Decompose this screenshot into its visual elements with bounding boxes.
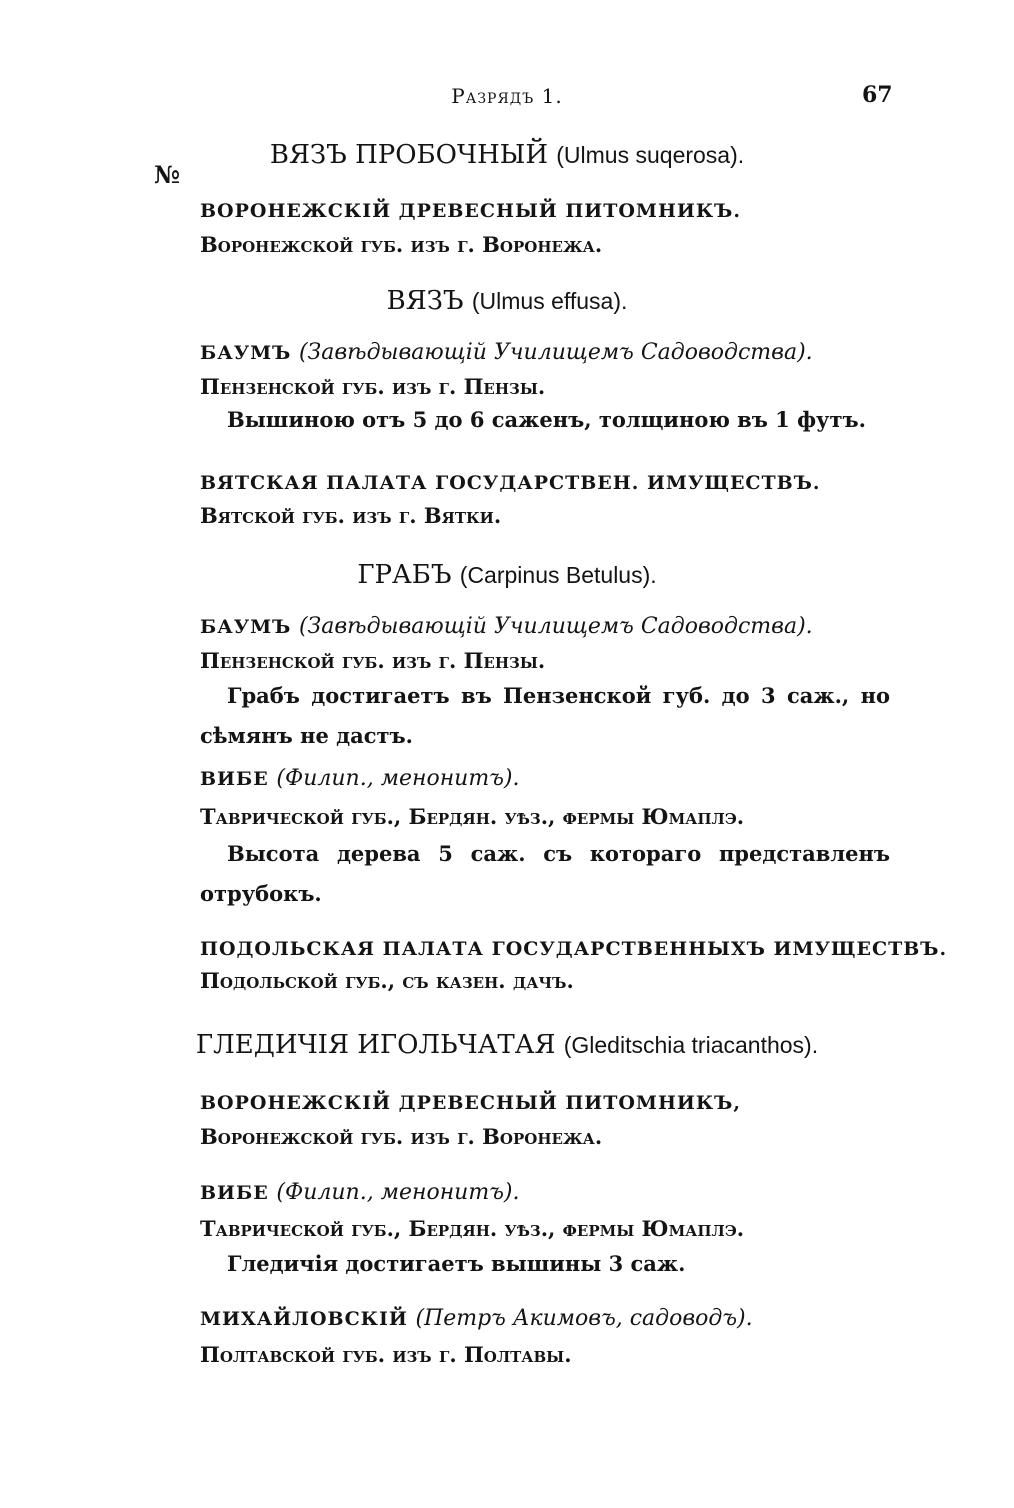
exhibitor-note: Грабъ достигаетъ въ Пензенской губ. до 3 саж., но сѣмянъ не дастъ. (200, 683, 890, 748)
exhibitor-name: БАУМЪ (200, 342, 292, 364)
species-name: ГРАБЪ (357, 560, 452, 590)
exhibitor-location: Таврической губ., Бердян. уѣз., фермы Юмаплэ. (200, 1216, 745, 1241)
species-heading (0, 140, 1014, 170)
exhibitor-entry (200, 766, 519, 791)
species-latin: (Ulmus effusa). (471, 288, 628, 314)
species-heading (0, 1030, 1014, 1060)
exhibitor-note: Гледичія достигаетъ вышины 3 саж. (227, 1251, 686, 1276)
exhibitor-location: Подольской губ., съ казен. дачъ. (200, 968, 574, 993)
exhibitor-entry (200, 340, 813, 365)
running-title: Разрядъ 1. (451, 84, 563, 108)
species-latin: (Gleditschia triacanthos). (563, 1032, 819, 1058)
exhibitor-name: МИХАЙЛОВСКІЙ (200, 1308, 408, 1330)
exhibitor-location: Таврической губ., Бердян. уѣз., фермы Юмаплэ. (200, 804, 745, 829)
exhibitor-name: ВОРОНЕЖСКІЙ ДРЕВЕСНЫЙ ПИТОМНИКЪ, (200, 1092, 741, 1114)
exhibitor-name: ВОРОНЕЖСКІЙ ДРЕВЕСНЫЙ ПИТОМНИКЪ. (200, 200, 741, 222)
exhibitor-entry (200, 614, 813, 639)
exhibitor-name: ВИБЕ (200, 768, 269, 790)
exhibitor-name: ВИБЕ (200, 1182, 269, 1204)
species-heading (0, 560, 1014, 590)
exhibitor-name: БАУМЪ (200, 616, 292, 638)
exhibitor-location: Вятской губ. изъ г. Вятки. (200, 503, 502, 528)
species-latin: (Ulmus suqerosa). (556, 142, 745, 168)
species-name: ВЯЗЪ (386, 286, 464, 316)
exhibitor-location: Полтавской губ. изъ г. Полтавы. (200, 1342, 572, 1367)
exhibitor-role: (Завѣдывающій Училищемъ Садоводства). (298, 614, 813, 639)
species-name: ГЛЕДИЧІЯ ИГОЛЬЧАТАЯ (195, 1030, 556, 1060)
exhibitor-role: (Филип., менонитъ). (276, 766, 520, 791)
exhibitor-location: Воронежской губ. изъ г. Воронежа. (200, 232, 603, 257)
exhibitor-location: Воронежской губ. изъ г. Воронежа. (200, 1124, 603, 1149)
exhibitor-note: Вышиною отъ 5 до 6 саженъ, толщиною въ 1 футъ. (227, 407, 866, 432)
exhibitor-role: (Филип., менонитъ). (276, 1180, 520, 1205)
exhibitor-role: (Завѣдывающій Училищемъ Садоводства). (298, 340, 813, 365)
exhibitor-entry (200, 1180, 519, 1205)
exhibitor-entry (200, 1306, 753, 1331)
species-latin: (Carpinus Betulus). (459, 562, 657, 588)
exhibitor-location: Пензенской губ. изъ г. Пензы. (200, 648, 546, 673)
species-name: ВЯЗЪ ПРОБОЧНЫЙ (269, 140, 548, 170)
exhibitor-name: ПОДОЛЬСКАЯ ПАЛАТА ГОСУДАРСТВЕННЫХЪ ИМУЩЕСТВЪ. (200, 938, 948, 960)
exhibitor-role: (Петръ Акимовъ, садоводъ). (415, 1306, 753, 1331)
species-heading (0, 286, 1014, 316)
exhibitor-name: ВЯТСКАЯ ПАЛАТА ГОСУДАРСТВЕН. ИМУЩЕСТВЪ. (200, 472, 821, 494)
number-mark: № (154, 160, 181, 189)
exhibitor-location: Пензенской губ. изъ г. Пензы. (200, 374, 546, 399)
exhibitor-note: Высота дерева 5 саж. съ котораго представленъ отрубокъ. (200, 841, 890, 906)
page-number: 67 (862, 82, 893, 108)
